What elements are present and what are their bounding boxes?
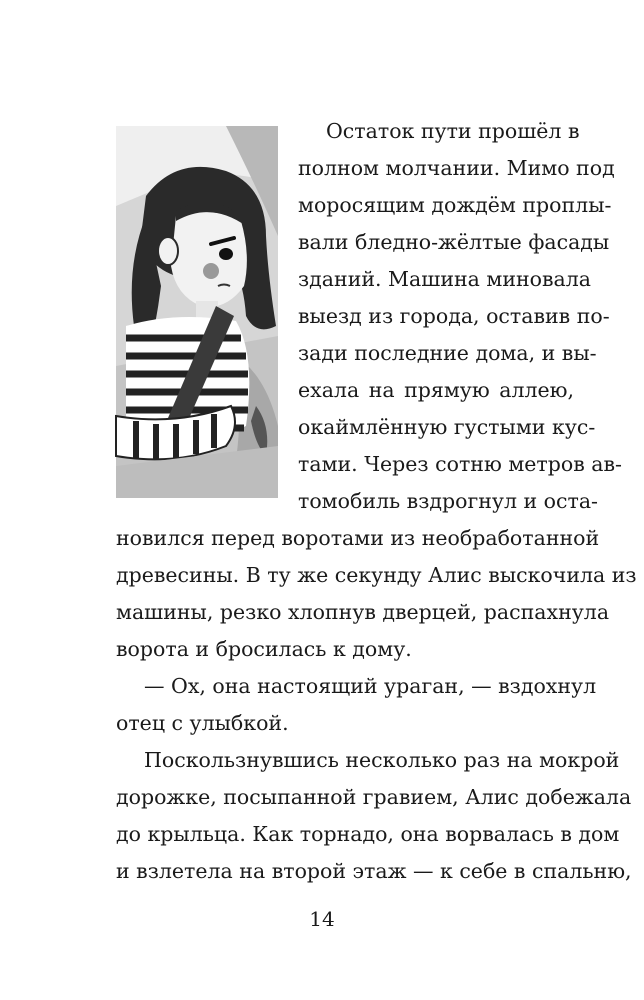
text-line: отец с улыбкой. bbox=[116, 711, 289, 735]
girl-illustration-icon bbox=[116, 126, 278, 498]
text-line: ехала на прямую аллею, bbox=[298, 378, 574, 402]
text-line: зади последние дома, и вы- bbox=[298, 341, 597, 365]
page-number: 14 bbox=[309, 907, 335, 931]
text-line: и взлетела на второй этаж — к себе в спальню, bbox=[116, 859, 632, 883]
text-line: выезд из города, оставив по- bbox=[298, 304, 610, 328]
text-line: дорожке, посыпанной гравием, Алис добежала bbox=[116, 785, 632, 809]
text-line: машины, резко хлопнув дверцей, распахнула bbox=[116, 600, 610, 624]
text-line: до крыльца. Как торнадо, она ворвалась в дом bbox=[116, 822, 620, 846]
text-line: зданий. Машина миновала bbox=[298, 267, 592, 291]
text-line: моросящим дождём проплы- bbox=[298, 193, 612, 217]
text-line: древесины. В ту же секунду Алис выскочила из bbox=[116, 563, 637, 587]
girl-in-car-illustration bbox=[116, 126, 278, 498]
text-line: Остаток пути прошёл в bbox=[326, 119, 580, 143]
text-line: Поскользнувшись несколько раз на мокрой bbox=[144, 748, 620, 772]
text-line: ворота и бросилась к дому. bbox=[116, 637, 412, 661]
text-line: томобиль вздрогнул и оста- bbox=[298, 489, 598, 513]
text-line: окаймлённую густыми кус- bbox=[298, 415, 596, 439]
text-line: вали бледно-жёлтые фасады bbox=[298, 230, 610, 254]
text-line: новился перед воротами из необработанной bbox=[116, 526, 600, 550]
text-line: полном молчании. Мимо под bbox=[298, 156, 615, 180]
text-line: — Ох, она настоящий ураган, — вздохнул bbox=[144, 674, 597, 698]
text-line: тами. Через сотню метров ав- bbox=[298, 452, 622, 476]
